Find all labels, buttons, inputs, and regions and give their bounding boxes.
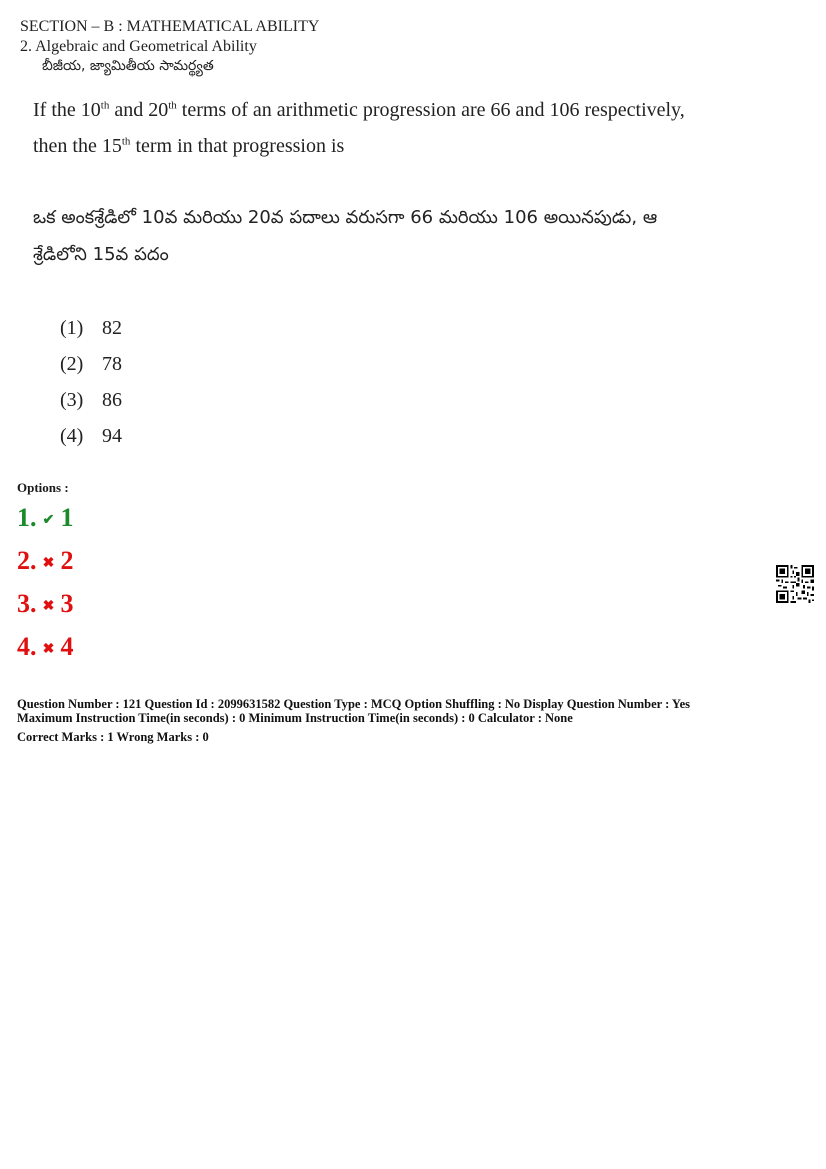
choice-4	[60, 425, 122, 448]
choice-1	[60, 317, 122, 340]
check-icon: ✔	[42, 512, 55, 528]
choice-value: 94	[102, 425, 122, 447]
choice-2	[60, 353, 122, 376]
answer-option-1	[17, 503, 74, 533]
answer-number: 3.	[17, 589, 37, 618]
qr-code-icon	[776, 565, 814, 603]
section-title: SECTION – B : MATHEMATICAL ABILITY	[20, 18, 320, 35]
question-telugu-line-2: శ్రేడిలోని 15వ పదం	[33, 244, 169, 265]
q1-sup-2: th	[168, 99, 177, 112]
choice-number: (4)	[60, 425, 84, 447]
q1-sup-1: th	[100, 99, 110, 112]
answer-value: 2	[60, 546, 74, 575]
subsection-title: 2. Algebraic and Geometrical Ability	[20, 38, 257, 55]
meta-line-2: Maximum Instruction Time(in seconds) : 0 Minimum Instruction Time(in seconds) : 0 Calculator : None	[17, 711, 573, 725]
q2-part-a: then the 15	[33, 135, 122, 157]
choice-value: 86	[102, 389, 122, 411]
question-telugu-line-1: ఒక అంకశ్రేడిలో 10వ మరియు 20వ పదాలు వరుసగా 66 మరియు 106 అయినపుడు, ఆ	[33, 207, 658, 228]
answer-number: 4.	[17, 632, 37, 661]
meta-line-1: Question Number : 121 Question Id : 2099631582 Question Type : MCQ Option Shuffling : No Display Question Number : Yes	[17, 697, 690, 711]
answer-option-3	[17, 589, 74, 619]
answer-value: 4	[60, 632, 74, 661]
question-line-2	[33, 135, 344, 158]
choice-number: (1)	[60, 317, 84, 339]
q1-part-b: and 20	[109, 99, 169, 121]
question-line-1	[33, 99, 685, 122]
answer-value: 1	[60, 503, 74, 532]
choice-value: 78	[102, 353, 122, 375]
subsection-title-telugu: బీజీయ, జ్యామితీయ సామర్థ్యత	[42, 58, 214, 74]
choice-3	[60, 389, 122, 412]
choice-number: (2)	[60, 353, 84, 375]
answer-option-4	[17, 632, 74, 662]
cross-icon: ✖	[42, 598, 55, 614]
answer-number: 1.	[17, 503, 37, 532]
answer-number: 2.	[17, 546, 37, 575]
options-label: Options :	[17, 480, 69, 495]
q1-part-a: If the 10	[33, 99, 101, 121]
choice-value: 82	[102, 317, 122, 339]
q2-sup: th	[121, 135, 131, 148]
answer-option-2	[17, 546, 74, 576]
cross-icon: ✖	[42, 641, 55, 657]
q1-part-c: terms of an arithmetic progression are 66 and 106 respectively,	[176, 99, 685, 121]
choice-number: (3)	[60, 389, 84, 411]
answer-value: 3	[60, 589, 74, 618]
q2-part-b: term in that progression is	[130, 135, 345, 157]
meta-line-3: Correct Marks : 1 Wrong Marks : 0	[17, 730, 209, 744]
cross-icon: ✖	[42, 555, 55, 571]
